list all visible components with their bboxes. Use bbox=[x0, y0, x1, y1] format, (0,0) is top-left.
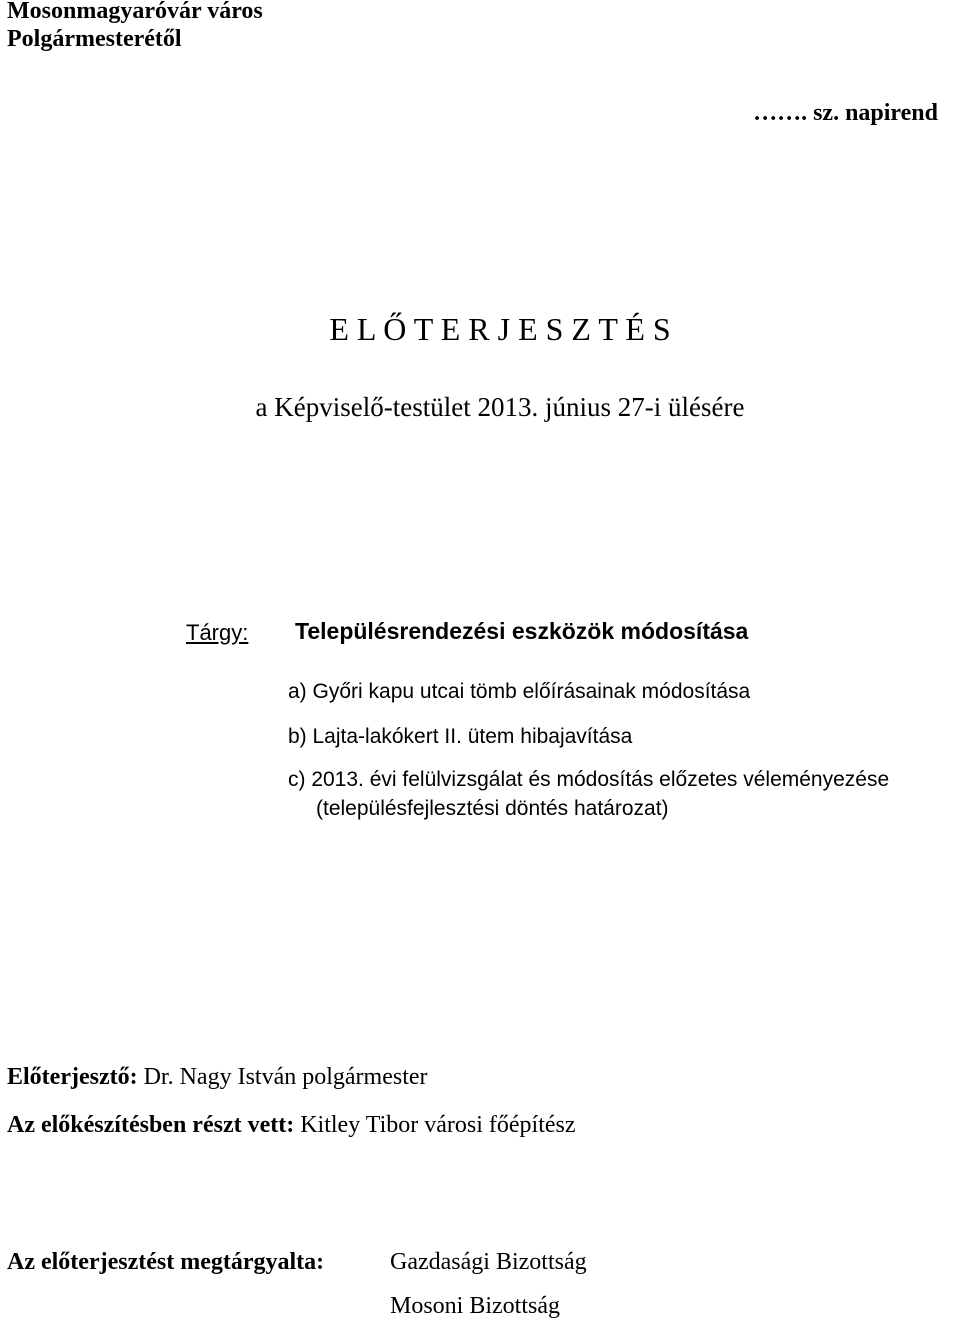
subject-item-c: c) 2013. évi felülvizsgálat és módosítás előzetes véleményezése bbox=[288, 768, 890, 791]
sender-city: Mosonmagyaróvár város bbox=[7, 0, 263, 24]
presenter-line bbox=[7, 1064, 428, 1091]
committee-name: Gazdasági Bizottság bbox=[390, 1249, 587, 1275]
agenda-number: ……. sz. napirend bbox=[753, 100, 938, 126]
discussed-label: Az előterjesztést megtárgyalta: bbox=[7, 1249, 325, 1275]
preparer-name: Kitley Tibor városi főépítész bbox=[300, 1112, 576, 1138]
subject-item-b: b) Lajta-lakókert II. ütem hibajavítása bbox=[288, 725, 633, 748]
document-title: E L Ő T E R J E S Z T É S bbox=[329, 311, 671, 347]
subject-label: Tárgy: bbox=[186, 620, 249, 645]
sender-office: Polgármesterétől bbox=[7, 26, 182, 52]
presenter-name: Dr. Nagy István polgármester bbox=[143, 1064, 428, 1090]
document-subtitle: a Képviselő-testület 2013. június 27-i ülésére bbox=[255, 392, 745, 422]
subject-item-a: a) Győri kapu utcai tömb előírásainak módosítása bbox=[288, 680, 751, 703]
subject-title: Településrendezési eszközök módosítása bbox=[295, 618, 749, 644]
preparer-line bbox=[7, 1112, 576, 1139]
committee-name: Mosoni Bizottság bbox=[390, 1293, 561, 1319]
preparer-label: Az előkészítésben részt vett: bbox=[7, 1112, 295, 1138]
subject-item-c-continuation: (településfejlesztési döntés határozat) bbox=[316, 797, 669, 820]
presenter-label: Előterjesztő: bbox=[7, 1064, 138, 1090]
